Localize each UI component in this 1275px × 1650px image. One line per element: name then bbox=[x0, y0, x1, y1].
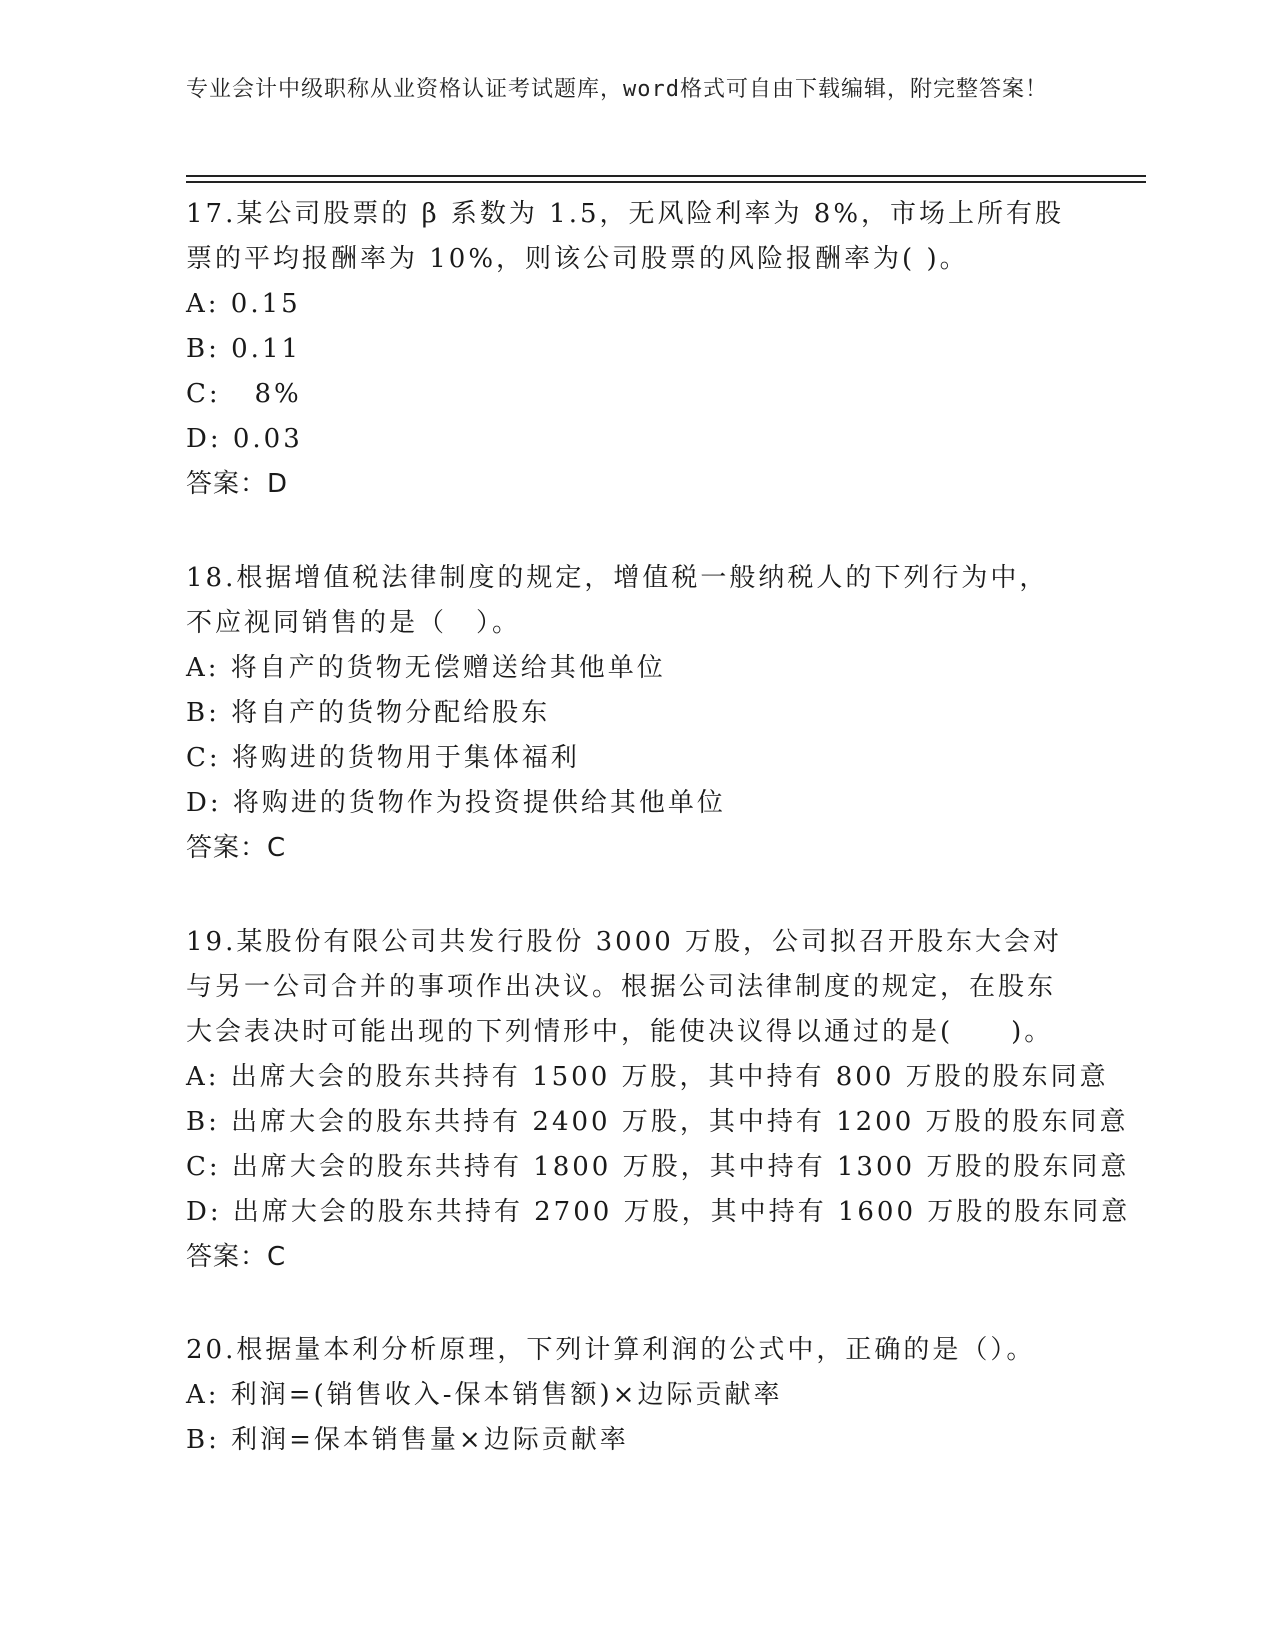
option-a: A: 0.15 bbox=[186, 289, 301, 319]
question-stem: 20.根据量本利分析原理，下列计算利润的公式中，正确的是（）。 bbox=[186, 1335, 1036, 1365]
option-b: B: 将自产的货物分配给股东 bbox=[186, 698, 551, 728]
answer: 答案：D bbox=[186, 469, 289, 499]
option-a: A: 利润=(销售收入-保本销售额)×边际贡献率 bbox=[186, 1380, 783, 1410]
question-20 bbox=[186, 1328, 1066, 1463]
option-b: B: 利润=保本销售量×边际贡献率 bbox=[186, 1425, 629, 1455]
option-c: C: 出席大会的股东共持有 1800 万股，其中持有 1300 万股的股东同意 bbox=[186, 1152, 1130, 1182]
question-17 bbox=[186, 192, 1066, 507]
option-c: C: 8% bbox=[186, 379, 302, 409]
option-c: C: 将购进的货物用于集体福利 bbox=[186, 743, 580, 773]
document-header: 专业会计中级职称从业资格认证考试题库，word格式可自由下载编辑，附完整答案！ bbox=[186, 77, 1048, 102]
question-stem: 17.某公司股票的 β 系数为 1.5，无风险利率为 8%，市场上所有股票的平均报酬率为 10%，则该公司股票的风险报酬率为( )。 bbox=[186, 199, 1065, 274]
option-a: A: 将自产的货物无偿赠送给其他单位 bbox=[186, 653, 666, 683]
option-b: B: 出席大会的股东共持有 2400 万股，其中持有 1200 万股的股东同意 bbox=[186, 1107, 1129, 1137]
question-stem: 19.某股份有限公司共发行股份 3000 万股，公司拟召开股东大会对与另一公司合并的事项作出决议。根据公司法律制度的规定，在股东大会表决时可能出现的下列情形中，能使决议得以通过的是( )。 bbox=[186, 927, 1063, 1047]
option-d: D: 0.03 bbox=[186, 424, 303, 454]
answer: 答案：C bbox=[186, 833, 287, 863]
header-divider-top bbox=[186, 175, 1146, 177]
option-d: D: 出席大会的股东共持有 2700 万股，其中持有 1600 万股的股东同意 bbox=[186, 1197, 1131, 1227]
header-divider-bottom bbox=[186, 181, 1146, 183]
option-d: D: 将购进的货物作为投资提供给其他单位 bbox=[186, 788, 726, 818]
question-stem: 18.根据增值税法律制度的规定，增值税一般纳税人的下列行为中，不应视同销售的是（ ）。 bbox=[186, 563, 1049, 638]
question-18 bbox=[186, 556, 1066, 871]
option-b: B: 0.11 bbox=[186, 334, 302, 364]
question-19 bbox=[186, 920, 1131, 1280]
answer: 答案：C bbox=[186, 1242, 287, 1272]
option-a: A: 出席大会的股东共持有 1500 万股，其中持有 800 万股的股东同意 bbox=[186, 1062, 1109, 1092]
